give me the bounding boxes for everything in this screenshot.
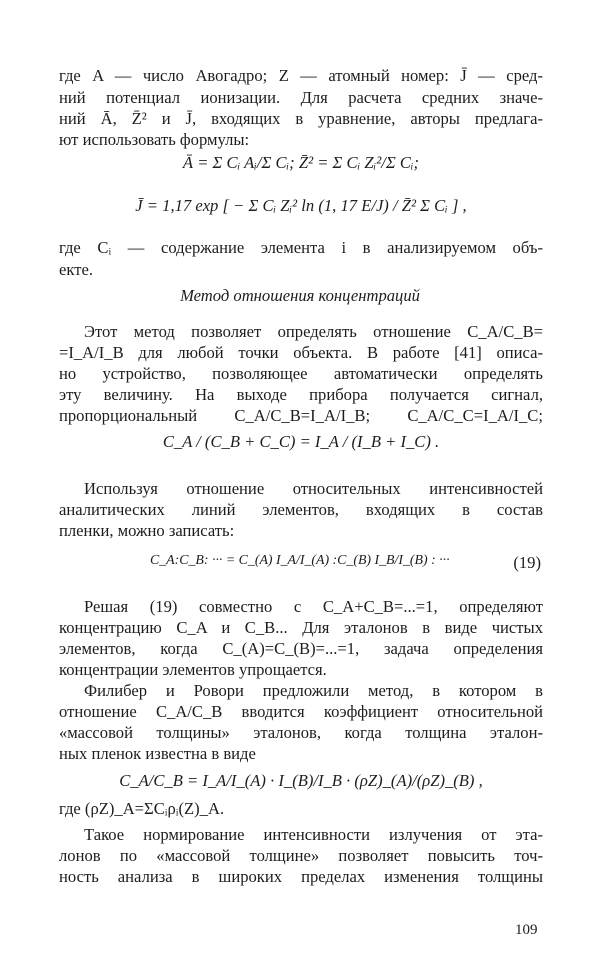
text-line: =I_A/I_B для любой точки объекта. В работе [41] описа- bbox=[59, 343, 543, 362]
text-line: лонов по «массовой толщине» позволяет повысить точ- bbox=[59, 846, 543, 865]
equation-number: (19) bbox=[513, 553, 541, 572]
paragraph-first-line: Решая (19) совместно с C_A+C_B=...=1, определяют bbox=[84, 597, 543, 616]
text-line: пропорциональный C_A/C_B=I_A/I_B; C_A/C_C=I_A/I_C; bbox=[59, 406, 543, 425]
text-line: ных пленок известна в виде bbox=[59, 744, 256, 763]
section-heading: Метод отношения концентраций bbox=[180, 286, 420, 305]
text-line: где Cᵢ — содержание элемента i в анализируемом объ- bbox=[59, 238, 543, 257]
formula-ratio: C_A / (C_B + C_C) = I_A / (I_B + I_C) . bbox=[162, 432, 440, 451]
paragraph-first-line: Используя отношение относительных интенсивностей bbox=[84, 479, 543, 498]
paragraph-first-line: Этот метод позволяет определять отношение C_A/C_B= bbox=[84, 322, 543, 341]
formula-mass-thickness: C_A/C_B = I_A/I_(A) · I_(B)/I_B · (ρZ)_(A)/(ρZ)_(B) , bbox=[119, 771, 483, 790]
text-line: элементов, когда C_(A)=C_(B)=...=1, задача определения bbox=[59, 639, 543, 658]
text-line: ность анализа в широких пределах изменения толщины bbox=[59, 867, 543, 886]
text-line: где (ρZ)_A=ΣCᵢρᵢ(Z)_A. bbox=[59, 799, 225, 818]
paragraph-first-line: Филибер и Ровори предложили метод, в котором в bbox=[84, 681, 543, 700]
text-line: екте. bbox=[59, 260, 93, 279]
text-line: концентрации элементов упрощается. bbox=[59, 660, 327, 679]
text-line: ют использовать формулы: bbox=[59, 130, 250, 149]
text-line: аналитических линий элементов, входящих в состав bbox=[59, 500, 543, 519]
text-line: ний Ā, Z̄² и J̄, входящих в уравнение, авторы предлага- bbox=[59, 109, 543, 128]
formula-ionization-potential: J̄ = 1,17 exp [ − Σ Cᵢ Zᵢ² ln (1, 17 E/J) / Z̄² Σ Cᵢ ] , bbox=[135, 196, 467, 215]
text-line: но устройство, позволяющее автоматически определять bbox=[59, 364, 543, 383]
paragraph-first-line: Такое нормирование интенсивности излучения от эта- bbox=[84, 825, 543, 844]
formula-19: C_A:C_B: ··· = C_(A) I_A/I_(A) :C_(B) I_B/I_(B) : ··· bbox=[150, 553, 450, 568]
text-line: концентрацию C_A и C_B... Для эталонов в виде чистых bbox=[59, 618, 543, 637]
formula-averages: Ā = Σ Cᵢ Aᵢ/Σ Cᵢ; Z̄² = Σ Cᵢ Zᵢ²/Σ Cᵢ; bbox=[182, 153, 420, 172]
text-line: эту величину. На выходе прибора получается сигнал, bbox=[59, 385, 543, 404]
text-line: «массовой толщины» эталонов, когда толщина эталон- bbox=[59, 723, 543, 742]
text-line: где A — число Авогадро; Z — атомный номер: J̄ — сред- bbox=[59, 66, 543, 85]
text-line: ний потенциал ионизации. Для расчета средних значе- bbox=[59, 88, 543, 107]
text-line: пленки, можно записать: bbox=[59, 521, 235, 540]
page-number: 109 bbox=[515, 922, 538, 938]
text-line: отношение C_A/C_B вводится коэффициент относительной bbox=[59, 702, 543, 721]
